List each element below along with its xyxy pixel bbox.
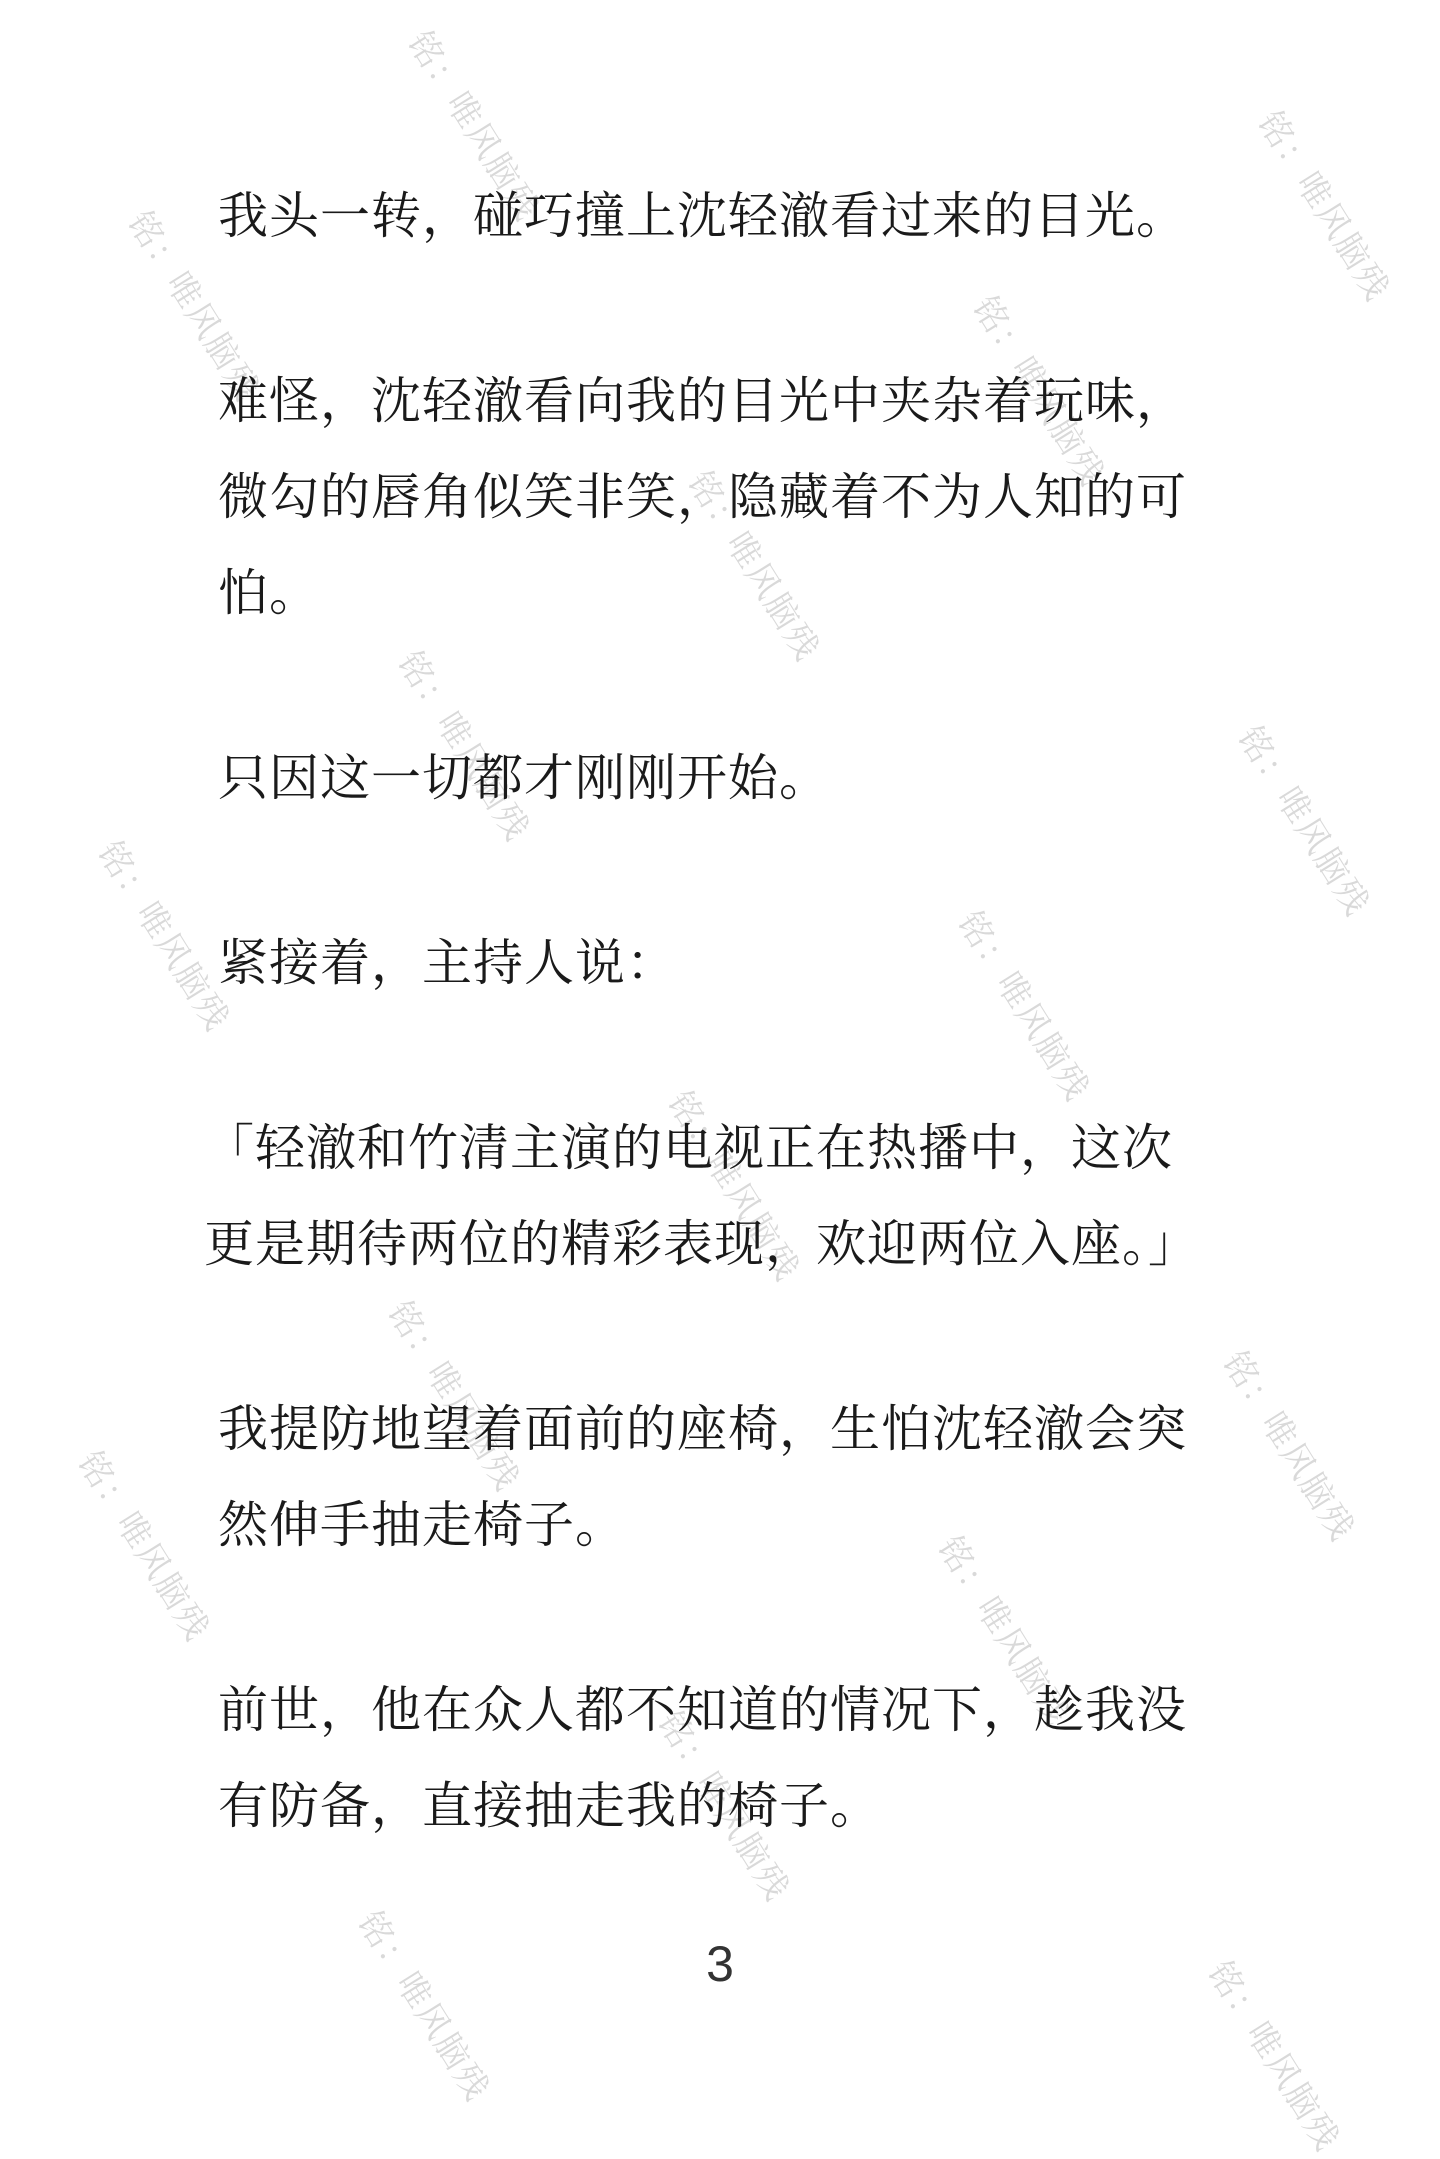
paragraph: 只因这一切都才刚刚开始。 — [218, 749, 830, 807]
watermark: 铭：唯风脑残 — [69, 1444, 218, 1649]
watermark: 铭：唯风脑残 — [349, 1904, 498, 2109]
paragraph: 难怪，沈轻澈看向我的目光中夹杂着玩味， 微勾的唇角似笑非笑，隐藏着不为人知的可 怕。 — [218, 372, 1187, 622]
watermark: 铭：唯风脑残 — [379, 1294, 528, 1499]
watermark: 铭：唯风脑残 — [1229, 719, 1378, 924]
watermark: 铭：唯风脑残 — [679, 464, 828, 669]
watermark: 铭：唯风脑残 — [964, 289, 1113, 494]
text-body — [204, 168, 1228, 1854]
watermark: 铭：唯风脑残 — [949, 904, 1098, 1109]
page-number: 3 — [706, 1936, 734, 1992]
paragraph: 紧接着，主持人说： — [218, 934, 677, 992]
watermark: 铭：唯风脑残 — [1199, 1954, 1348, 2159]
watermark: 铭：唯风脑残 — [659, 1084, 808, 1289]
watermark: 铭：唯风脑残 — [389, 644, 538, 849]
watermark: 铭：唯风脑残 — [399, 24, 548, 229]
watermark: 铭：唯风脑残 — [1214, 1344, 1363, 1549]
watermark: 铭：唯风脑残 — [649, 1704, 798, 1909]
paragraph: 「轻澈和竹清主演的电视正在热播中，这次 更是期待两位的精彩表现，欢迎两位入座。」 — [204, 1119, 1199, 1273]
watermark: 铭：唯风脑残 — [929, 1529, 1078, 1734]
paragraph: 我提防地望着面前的座椅，生怕沈轻澈会突 然伸手抽走椅子。 — [218, 1400, 1187, 1554]
watermark: 铭：唯风脑残 — [89, 834, 238, 1039]
paragraph: 我头一转，碰巧撞上沈轻澈看过来的目光。 — [218, 187, 1187, 245]
paragraph: 前世，他在众人都不知道的情况下，趁我没 有防备，直接抽走我的椅子。 — [218, 1681, 1187, 1835]
watermark: 铭：唯风脑残 — [119, 204, 268, 409]
watermark: 铭：唯风脑残 — [1249, 104, 1398, 309]
